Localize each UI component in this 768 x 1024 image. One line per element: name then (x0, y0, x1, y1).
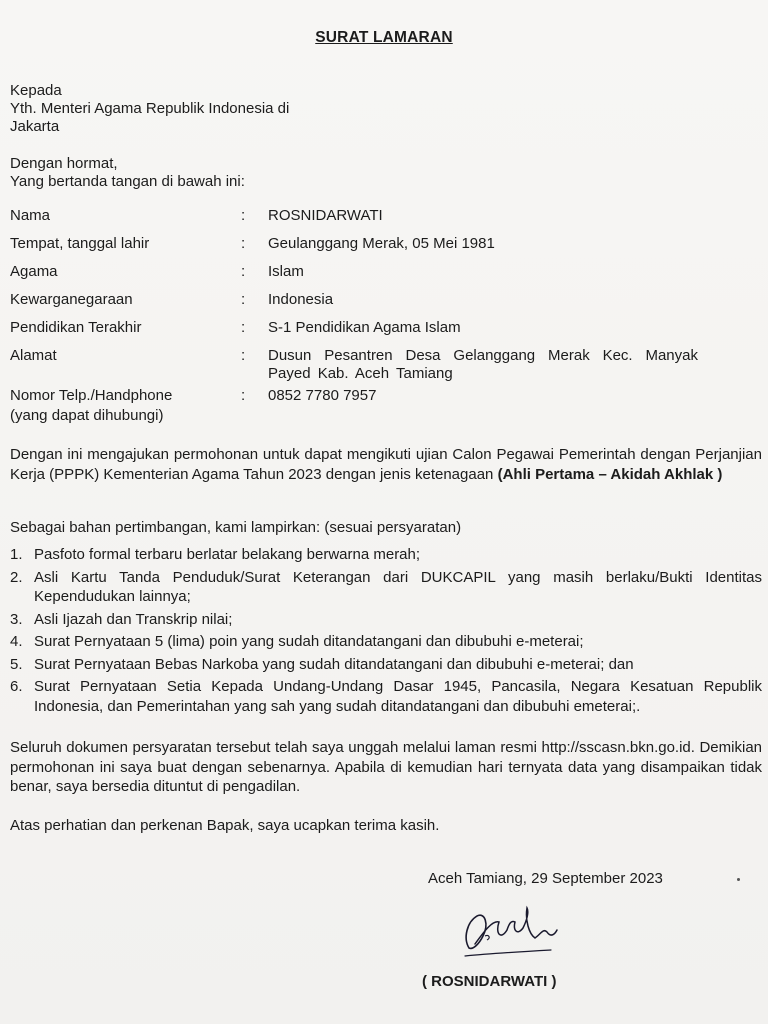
ink-dot (737, 878, 740, 881)
field-sublabel: (yang dapat dihubungi) (10, 407, 164, 424)
closing-paragraph: Seluruh dokumen persyaratan tersebut telah saya unggah melalui laman resmi http://sscasn.bkn.go.id. Demikian permohonan ini saya buat dengan sebenarnya. Apabila di kemudian hari ternyata data yang disampaikan tidak benar, saya bersedia dituntut di pengadilan. (10, 739, 762, 795)
letter-title: SURAT LAMARAN (315, 29, 453, 46)
greeting-line: Yang bertanda tangan di bawah ini: (10, 173, 245, 190)
applicant-fields (10, 207, 760, 427)
field-alamat (10, 347, 760, 387)
field-label: Kewarganegaraan (10, 291, 133, 308)
field-label: Nama (10, 207, 51, 224)
list-number: 2. (10, 568, 23, 586)
field-label: Agama (10, 263, 58, 280)
field-colon: : (241, 347, 246, 364)
field-label: Tempat, tanggal lahir (10, 235, 150, 252)
field-ttl (10, 235, 760, 263)
field-value: S-1 Pendidikan Agama Islam (268, 319, 461, 336)
field-value: Geulanggang Merak, 05 Mei 1981 (268, 235, 495, 252)
place-date: Aceh Tamiang, 29 September 2023 (428, 870, 663, 887)
list-item (10, 677, 762, 716)
address-line: Jakarta (10, 118, 60, 135)
list-text: Surat Pernyataan Bebas Narkoba yang sudah ditandatangani dan dibubuhi e-meterai; dan (34, 655, 634, 673)
field-value: ROSNIDARWATI (268, 207, 383, 224)
attachments-intro: Sebagai bahan pertimbangan, kami lampirkan: (sesuai persyaratan) (10, 519, 462, 536)
field-value: Dusun Pesantren Desa Gelanggang Merak Kec. Manyak Payed Kab. Aceh Tamiang (268, 347, 698, 382)
thanks-paragraph: Atas perhatian dan perkenan Bapak, saya ucapkan terima kasih. (10, 817, 440, 834)
field-pendidikan (10, 319, 760, 347)
list-item (10, 655, 762, 675)
list-text: Asli Kartu Tanda Penduduk/Surat Keterangan dari DUKCAPIL yang masih berlaku/Bukti Identitas Kependudukan lainnya; (34, 568, 762, 605)
list-text: Asli Ijazah dan Transkrip nilai; (34, 610, 233, 628)
signatory-name: ( ROSNIDARWATI ) (422, 973, 557, 990)
field-telepon (10, 387, 760, 427)
list-item (10, 545, 762, 565)
field-label: Pendidikan Terakhir (10, 319, 142, 336)
application-paragraph (10, 445, 762, 484)
list-number: 4. (10, 633, 23, 650)
field-value: 0852 7780 7957 (268, 387, 377, 404)
greeting-line: Dengan hormat, (10, 155, 118, 172)
field-colon: : (241, 263, 246, 280)
signature-image (455, 900, 565, 970)
field-colon: : (241, 291, 246, 308)
field-colon: : (241, 319, 246, 336)
paragraph-text: Dengan ini mengajukan permohonan untuk dapat mengikuti ujian Calon Pegawai Pemerintah dengan Perjanjian Kerja (PPPK) Kementerian Agama Tahun 2023 dengan jenis ketenagaan (10, 446, 762, 483)
field-kewarganegaraan (10, 291, 760, 319)
list-item (10, 610, 762, 630)
field-value: Islam (268, 263, 304, 280)
field-value: Indonesia (268, 291, 334, 308)
greeting (10, 155, 245, 191)
address-line: Yth. Menteri Agama Republik Indonesia di (10, 100, 290, 117)
list-number: 6. (10, 678, 23, 695)
list-item (10, 568, 762, 607)
position-type: (Ahli Pertama – Akidah Akhlak ) (497, 465, 723, 483)
field-colon: : (241, 207, 246, 224)
list-item (10, 632, 762, 652)
field-nama (10, 207, 760, 235)
field-label: Nomor Telp./Handphone (10, 387, 173, 404)
field-label: Alamat (10, 347, 57, 364)
list-number: 1. (10, 546, 23, 563)
attachments-list (10, 545, 762, 719)
field-colon: : (241, 387, 246, 404)
list-text: Surat Pernyataan Setia Kepada Undang-Undang Dasar 1945, Pancasila, Negara Kesatuan Republik Indonesia, dan Pemerintahan yang sah yang sudah ditandatangani dan dibubuhi emeterai;. (34, 678, 762, 715)
list-number: 5. (10, 655, 23, 673)
list-number: 3. (10, 610, 23, 628)
address-line: Kepada (10, 82, 62, 99)
list-text: Surat Pernyataan 5 (lima) poin yang sudah ditandatangani dan dibubuhi e-meterai; (34, 633, 584, 650)
field-agama (10, 263, 760, 291)
field-colon: : (241, 235, 246, 252)
list-text: Pasfoto formal terbaru berlatar belakang berwarna merah; (34, 546, 421, 563)
recipient-address (10, 82, 289, 136)
